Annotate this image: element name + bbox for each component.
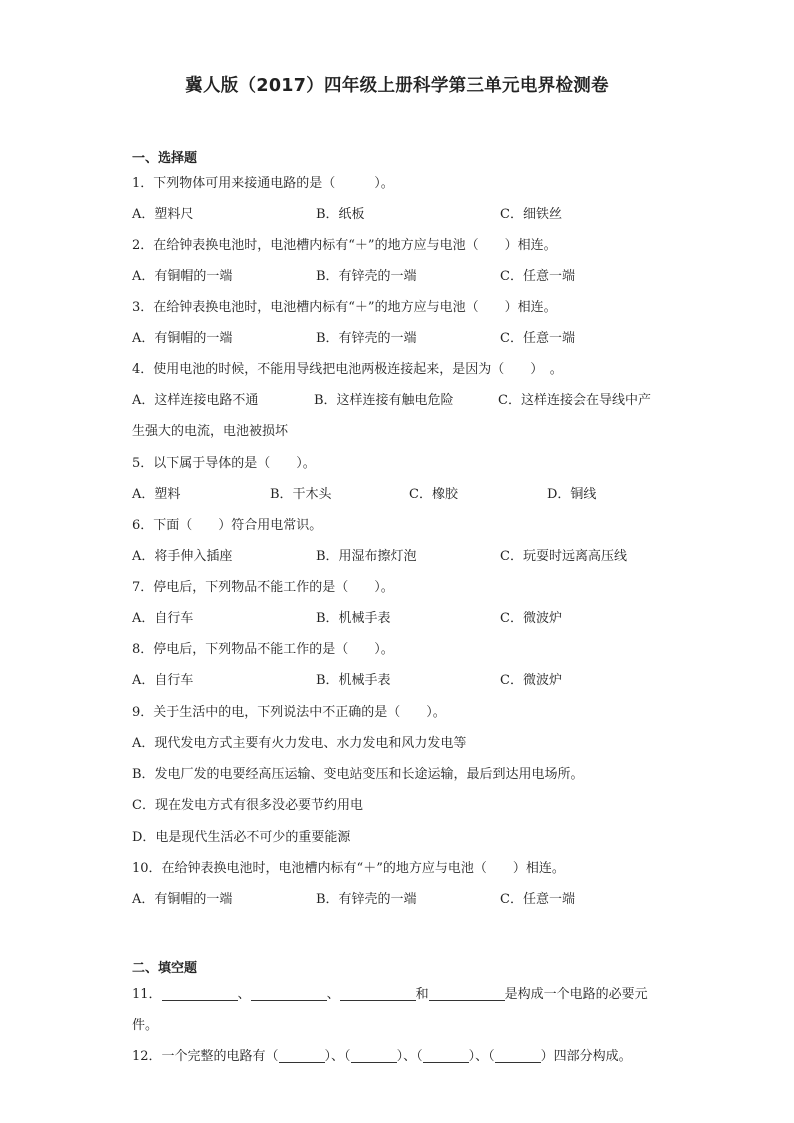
question-8-option-b[interactable]: B．机械手表 xyxy=(316,673,391,688)
question-12-blank-3[interactable] xyxy=(423,1048,469,1063)
question-11-continued: 件。 xyxy=(132,1018,159,1033)
question-10-stem: 10．在给钟表换电池时，电池槽内标有“＋”的地方应与电池（ ）相连。 xyxy=(132,861,565,876)
question-11-separator: 、 xyxy=(237,987,251,1002)
question-9-option-a[interactable]: A．现代发电方式主要有火力发电、水力发电和风力发电等 xyxy=(132,736,467,751)
question-3-option-a[interactable]: A．有铜帽的一端 xyxy=(132,331,233,346)
question-11-tail: 是构成一个电路的必要元 xyxy=(504,987,648,1002)
question-4-stem: 4．使用电池的时候，不能用导线把电池两极连接起来，是因为（ ） 。 xyxy=(132,362,563,377)
question-8-option-c[interactable]: C．微波炉 xyxy=(500,673,562,688)
question-6-stem: 6．下面（ ）符合用电常识。 xyxy=(132,518,323,533)
question-9-stem: 9．关于生活中的电，下列说法中不正确的是（ ）。 xyxy=(132,705,446,720)
question-7-option-a[interactable]: A．自行车 xyxy=(132,611,194,626)
question-10-option-c[interactable]: C．任意一端 xyxy=(500,892,575,907)
question-12-separator: ）、（ xyxy=(468,1049,495,1064)
page-title: 冀人版（2017）四年级上册科学第三单元电界检测卷 xyxy=(185,76,609,96)
question-1-option-c[interactable]: C．细铁丝 xyxy=(500,207,562,222)
question-1-option-a[interactable]: A．塑料尺 xyxy=(132,207,194,222)
question-10-option-a[interactable]: A．有铜帽的一端 xyxy=(132,892,233,907)
question-5-stem: 5．以下属于导体的是（ ）。 xyxy=(132,456,316,471)
question-12-stem xyxy=(132,1045,632,1064)
question-11-blank-2[interactable] xyxy=(251,986,327,1001)
question-12-end: ）四部分构成。 xyxy=(540,1049,632,1064)
question-11-and: 和 xyxy=(415,987,429,1002)
question-11-blank-1[interactable] xyxy=(162,986,238,1001)
question-12-separator: ）、（ xyxy=(396,1049,423,1064)
question-7-option-b[interactable]: B．机械手表 xyxy=(316,611,391,626)
question-12-blank-1[interactable] xyxy=(279,1048,325,1063)
question-11-separator: 、 xyxy=(326,987,340,1002)
question-8-option-a[interactable]: A．自行车 xyxy=(132,673,194,688)
question-6-option-b[interactable]: B．用湿布擦灯泡 xyxy=(316,549,417,564)
question-11-stem xyxy=(132,983,648,1002)
question-1-option-b[interactable]: B．纸板 xyxy=(316,207,365,222)
question-2-option-c[interactable]: C．任意一端 xyxy=(500,269,575,284)
question-11-number: 11． xyxy=(132,987,162,1002)
question-12-start: 12．一个完整的电路有（ xyxy=(132,1049,279,1064)
question-3-option-c[interactable]: C．任意一端 xyxy=(500,331,575,346)
question-2-option-a[interactable]: A．有铜帽的一端 xyxy=(132,269,233,284)
question-5-option-c[interactable]: C．橡胶 xyxy=(409,487,458,502)
question-8-stem: 8．停电后，下列物品不能工作的是（ ）。 xyxy=(132,642,394,657)
question-7-option-c[interactable]: C．微波炉 xyxy=(500,611,562,626)
question-3-option-b[interactable]: B．有锌壳的一端 xyxy=(316,331,417,346)
question-4-option-a[interactable]: A．这样连接电路不通 xyxy=(132,393,259,408)
question-11-blank-4[interactable] xyxy=(429,986,505,1001)
question-9-option-d[interactable]: D．电是现代生活必不可少的重要能源 xyxy=(132,830,351,845)
section-heading-choice: 一、选择题 xyxy=(132,151,198,166)
question-5-option-b[interactable]: B．干木头 xyxy=(270,487,332,502)
question-12-blank-4[interactable] xyxy=(495,1048,541,1063)
question-9-option-c[interactable]: C．现在发电方式有很多没必要节约用电 xyxy=(132,798,363,813)
question-4-option-b[interactable]: B．这样连接有触电危险 xyxy=(314,393,454,408)
question-11-blank-3[interactable] xyxy=(340,986,416,1001)
question-5-option-a[interactable]: A．塑料 xyxy=(132,487,181,502)
question-6-option-c[interactable]: C．玩耍时远离高压线 xyxy=(500,549,627,564)
question-4-option-c[interactable]: C．这样连接会在导线中产 xyxy=(498,393,651,408)
question-6-option-a[interactable]: A．将手伸入插座 xyxy=(132,549,233,564)
question-2-option-b[interactable]: B．有锌壳的一端 xyxy=(316,269,417,284)
question-1-stem: 1．下列物体可用来接通电路的是（ ）。 xyxy=(132,176,394,191)
question-9-option-b[interactable]: B．发电厂发的电要经高压运输、变电站变压和长途运输，最后到达用电场所。 xyxy=(132,767,584,782)
question-7-stem: 7．停电后，下列物品不能工作的是（ ）。 xyxy=(132,580,394,595)
section-heading-fill-blank: 二、填空题 xyxy=(132,961,198,976)
question-3-stem: 3．在给钟表换电池时，电池槽内标有“＋”的地方应与电池（ ）相连。 xyxy=(132,300,557,315)
question-12-separator: ）、（ xyxy=(324,1049,351,1064)
question-2-stem: 2．在给钟表换电池时，电池槽内标有“＋”的地方应与电池（ ）相连。 xyxy=(132,238,557,253)
question-12-blank-2[interactable] xyxy=(351,1048,397,1063)
question-5-option-d[interactable]: D．铜线 xyxy=(547,487,597,502)
question-10-option-b[interactable]: B．有锌壳的一端 xyxy=(316,892,417,907)
question-4-option-c-continued: 生强大的电流，电池被损坏 xyxy=(132,424,289,439)
